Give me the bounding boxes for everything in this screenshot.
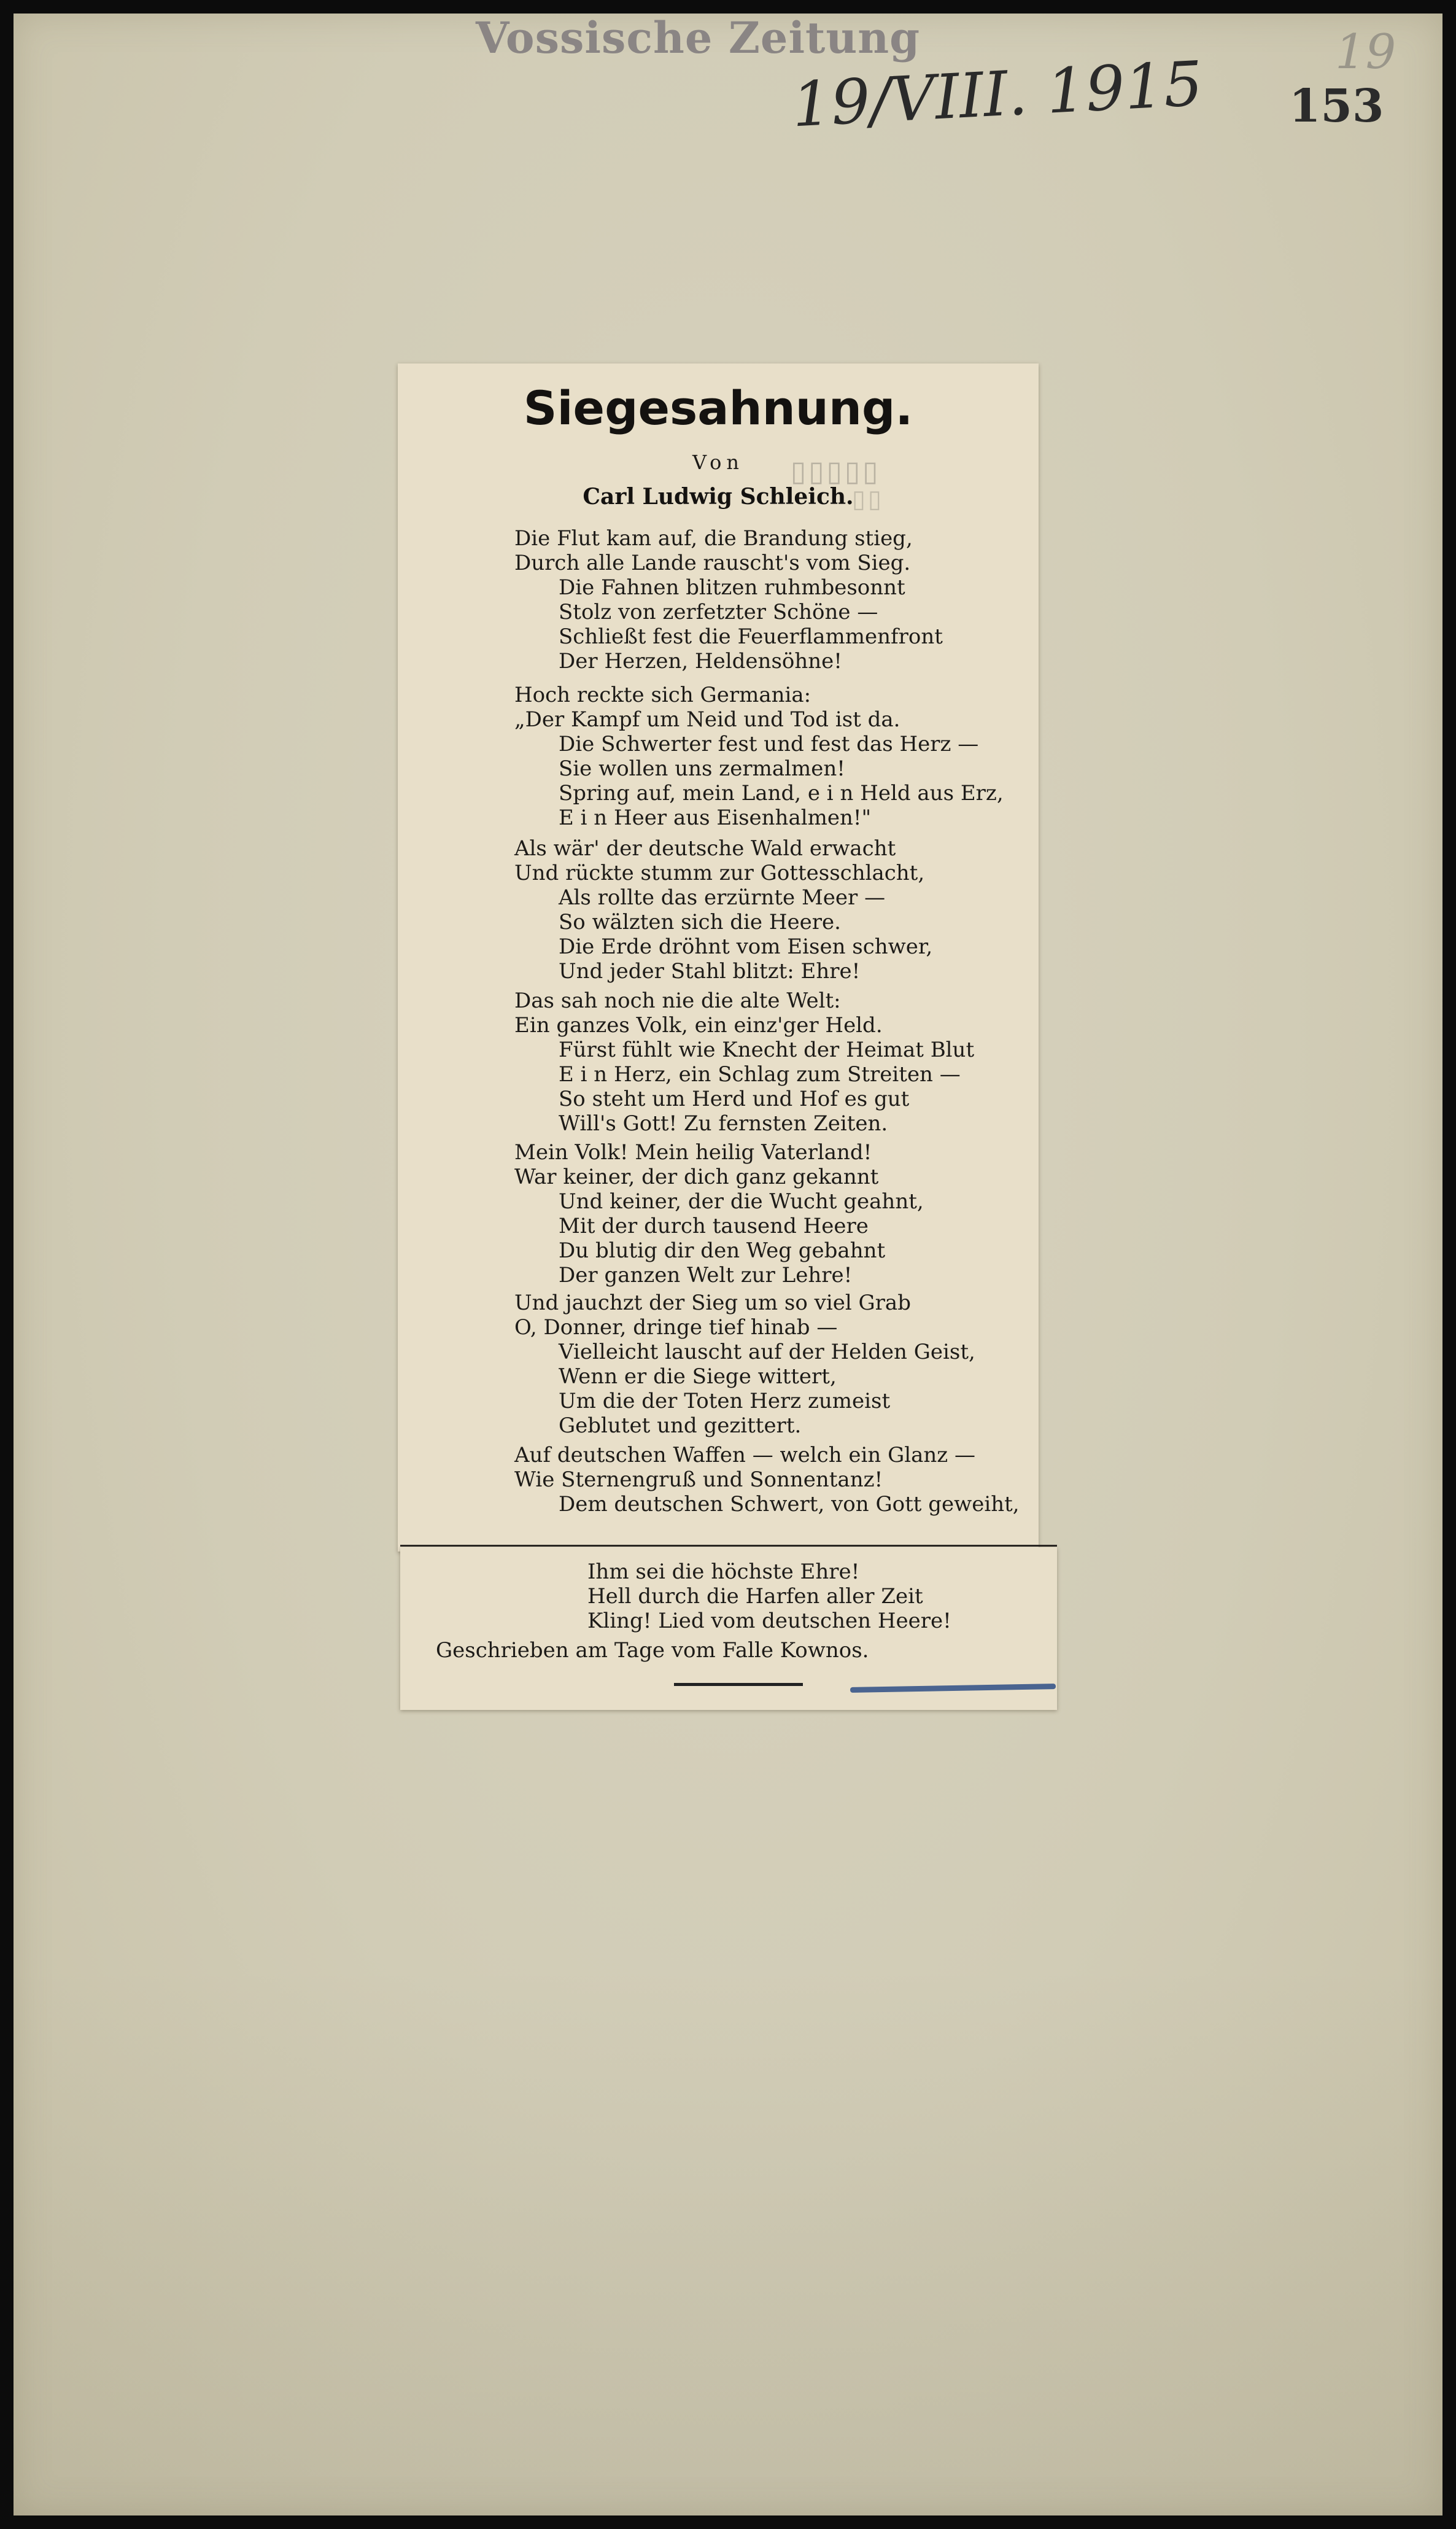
poem-line: Hell durch die Harfen aller Zeit [587, 1584, 923, 1609]
poem-line: Auf deutschen Waffen — welch ein Glanz — [514, 1443, 976, 1467]
handwritten-date: 19/VIII. 1915 [790, 47, 1205, 141]
poem-line: Will's Gott! Zu fernsten Zeiten. [559, 1111, 888, 1136]
folio-stamp-number: 153 [1289, 80, 1384, 133]
poem-author: Carl Ludwig Schleich. [583, 484, 854, 510]
byline-word: Von [692, 451, 745, 474]
poem-line: Das sah noch nie die alte Welt: [514, 989, 841, 1013]
poem-title: Siegesahnung. [523, 381, 913, 435]
poem-line: Hoch reckte sich Germania: [514, 683, 811, 707]
poem-line: Die Erde dröhnt vom Eisen schwer, [559, 934, 933, 959]
poem-line: Fürst fühlt wie Knecht der Heimat Blut [559, 1038, 975, 1062]
poem-line: War keiner, der dich ganz gekannt [514, 1165, 879, 1189]
poem-line: Die Flut kam auf, die Brandung stieg, [514, 526, 913, 551]
poem-line: „Der Kampf um Neid und Tod ist da. [514, 707, 900, 732]
poem-line: Der ganzen Welt zur Lehre! [559, 1263, 853, 1288]
end-rule [674, 1683, 803, 1686]
poem-line: So steht um Herd und Hof es gut [559, 1087, 910, 1111]
newspaper-stamp: Vossische Zeitung [476, 12, 921, 63]
poem-line: Wenn er die Siege wittert, [559, 1364, 837, 1389]
poem-line: Kling! Lied vom deutschen Heere! [587, 1609, 951, 1633]
poem-line: Um die der Toten Herz zumeist [559, 1389, 891, 1413]
folio-pencil-number: 19 [1335, 25, 1396, 80]
poem-line: Du blutig dir den Weg gebahnt [559, 1238, 886, 1263]
clipping-divider [400, 1545, 1057, 1547]
poem-line: Der Herzen, Heldensöhne! [559, 649, 842, 674]
poem-line: Die Schwerter fest und fest das Herz — [559, 732, 979, 756]
poem-line: E i n Herz, ein Schlag zum Streiten — [559, 1062, 961, 1087]
poem-line: Als wär' der deutsche Wald erwacht [514, 836, 896, 861]
poem-line: Ein ganzes Volk, ein einz'ger Held. [514, 1013, 883, 1038]
poem-line: E i n Heer aus Eisenhalmen!" [559, 806, 872, 830]
poem-line: Durch alle Lande rauscht's vom Sieg. [514, 551, 911, 575]
faint-stamp-mark: ▯▯ [852, 485, 885, 513]
poem-line: Schließt fest die Feuerflammenfront [559, 624, 943, 649]
poem-line: Stolz von zerfetzter Schöne — [559, 600, 878, 624]
paper-shade [14, 1963, 1442, 2515]
poem-footer-note: Geschrieben am Tage vom Falle Kownos. [436, 1638, 869, 1663]
poem-line: So wälzten sich die Heere. [559, 910, 841, 934]
poem-line: Die Fahnen blitzen ruhmbesonnt [559, 575, 905, 600]
poem-line: Und jauchzt der Sieg um so viel Grab [514, 1291, 911, 1315]
poem-line: Mein Volk! Mein heilig Vaterland! [514, 1140, 872, 1165]
poem-line: Und rückte stumm zur Gottesschlacht, [514, 861, 925, 885]
poem-line: Geblutet und gezittert. [559, 1413, 802, 1438]
poem-line: Vielleicht lauscht auf der Helden Geist, [559, 1340, 975, 1364]
poem-line: Spring auf, mein Land, e i n Held aus Erz, [559, 781, 1004, 806]
poem-line: Ihm sei die höchste Ehre! [587, 1560, 860, 1584]
poem-line: Als rollte das erzürnte Meer — [559, 885, 886, 910]
poem-line: Dem deutschen Schwert, von Gott geweiht, [559, 1492, 1020, 1517]
faint-stamp-mark: ▯▯▯▯▯ [791, 454, 881, 488]
poem-line: Wie Sternengruß und Sonnentanz! [514, 1467, 883, 1492]
poem-line: Und keiner, der die Wucht geahnt, [559, 1189, 924, 1214]
newspaper-clipping-upper [398, 363, 1039, 1552]
poem-line: Mit der durch tausend Heere [559, 1214, 869, 1238]
poem-line: Und jeder Stahl blitzt: Ehre! [559, 959, 861, 984]
poem-line: O, Donner, dringe tief hinab — [514, 1315, 838, 1340]
poem-line: Sie wollen uns zermalmen! [559, 756, 845, 781]
